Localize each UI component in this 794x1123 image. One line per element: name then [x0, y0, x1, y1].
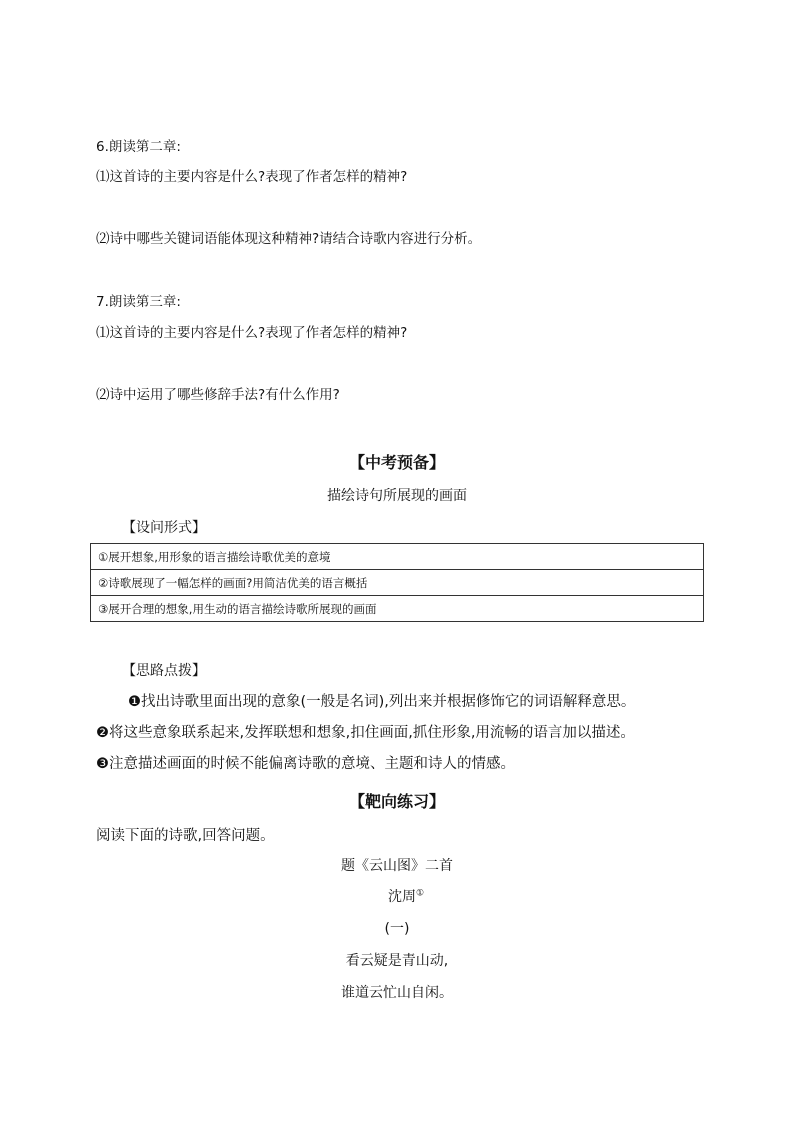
- tip-1: ❶找出诗歌里面出现的意象(一般是名词),列出来并根据修饰它的词语解释意思。: [128, 694, 636, 710]
- question-6-title: 6.朗读第二章:: [96, 139, 181, 155]
- poem-author: [388, 886, 424, 906]
- footnote-marker: ①: [416, 888, 425, 899]
- exam-prep-heading: 【中考预备】: [348, 453, 445, 472]
- question-form-table: [90, 543, 704, 622]
- table-cell: ①展开想象,用形象的语言描绘诗歌优美的意境: [91, 544, 704, 570]
- question-7-title: 7.朗读第三章:: [96, 294, 181, 310]
- practice-instruction: 阅读下面的诗歌,回答问题。: [96, 828, 275, 844]
- poem-line-1: 看云疑是青山动,: [345, 953, 449, 969]
- poem-section: (一): [384, 921, 410, 937]
- tips-label: 【思路点拨】: [122, 663, 206, 679]
- table-row: [91, 596, 704, 622]
- question-6-part-2: ⑵诗中哪些关键词语能体现这种精神?请结合诗歌内容进行分析。: [96, 231, 482, 247]
- table-row: [91, 570, 704, 596]
- table-cell: ②诗歌展现了一幅怎样的画面?用简洁优美的语言概括: [91, 570, 704, 596]
- author-name: 沈周: [388, 889, 416, 905]
- question-7-part-1: ⑴这首诗的主要内容是什么?表现了作者怎样的精神?: [96, 325, 408, 341]
- poem-line-2: 谁道云忙山自闲。: [341, 985, 453, 1001]
- tip-2: ❷将这些意象联系起来,发挥联想和想象,扣住画面,抓住形象,用流畅的语言加以描述。: [96, 725, 635, 741]
- poem-title: 题《云山图》二首: [341, 858, 453, 874]
- question-7-part-2: ⑵诗中运用了哪些修辞手法?有什么作用?: [96, 387, 340, 403]
- exam-prep-subtitle: 描绘诗句所展现的画面: [327, 488, 467, 504]
- table-cell: ③展开合理的想象,用生动的语言描绘诗歌所展现的画面: [91, 596, 704, 622]
- question-form-label: 【设问形式】: [122, 520, 206, 536]
- practice-heading: 【靶向练习】: [348, 792, 445, 811]
- table-row: [91, 544, 704, 570]
- question-6-part-1: ⑴这首诗的主要内容是什么?表现了作者怎样的精神?: [96, 169, 408, 185]
- tip-3: ❸注意描述画面的时候不能偏离诗歌的意境、主题和诗人的情感。: [96, 756, 515, 772]
